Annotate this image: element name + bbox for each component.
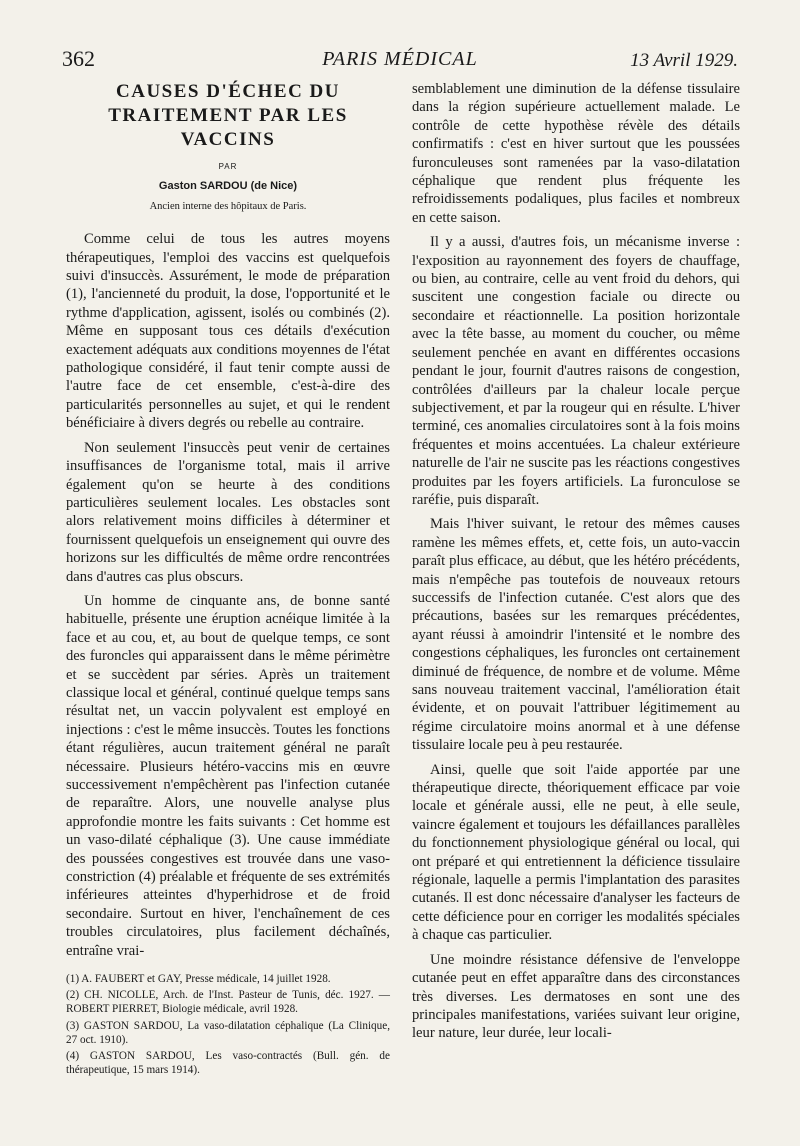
issue-date: 13 Avril 1929. [630, 50, 738, 71]
title-line-1: CAUSES D'ÉCHEC DU [116, 81, 340, 102]
page-header [62, 46, 738, 80]
footnote-4: (4) GASTON SARDOU, Les vaso-contractés (Bull. gén. de thérapeutique, 15 mars 1914). [66, 1050, 390, 1077]
footnote-2: (2) CH. NICOLLE, Arch. de l'Inst. Pasteur de Tunis, déc. 1927. — ROBERT PIERRET, Biologie médicale, avril 1928. [66, 989, 390, 1016]
author-affiliation: Ancien interne des hôpitaux de Paris. [149, 200, 307, 212]
footnote-1: (1) A. FAUBERT et GAY, Presse médicale, 14 juillet 1928. [66, 973, 331, 986]
body-paragraph: Une moindre résistance défensive de l'enveloppe cutanée peut en effet apparaître dans des circonstances très diverses. Les dermatoses en sont une des principales manifestations, variées suivant leur origine, leur nature, leur durée, leur locali- [412, 951, 740, 1042]
body-paragraph: Un homme de cinquante ans, de bonne santé habituelle, présente une éruption acnéique limitée à la face et au cou, et, au bout de quelque temps, ce sont des furoncles qui apparaissent dans le même périmètre et se succèdent par séries. Après un traitement classique local et général, continué quelque temps sans résultat net, un vaccin polyvalent est employé en injections : c'est le même insuccès. Toutes les fonctions étant régulières, aucun traitement général ne paraît nécessaire. Plusieurs hétéro-vaccins mis en œuvre successivement n'empêchèrent pas l'infection cutanée de reparaître. Alors, une nouvelle analyse plus approfondie montre les faits suivants : Cet homme est un vaso-dilaté céphalique (3). Une cause immédiate des poussées congestives est trouvée dans une vaso-constriction (4) préalable et fréquente de ses extrémités inférieures atteintes d'hyperhidrose et de froid secondaire. Surtout en hiver, l'enchaînement de ces troubles circulatoires, plus facilement déchaînés, entraîne vrai- [66, 592, 390, 959]
body-paragraph: semblablement une diminution de la défense tissulaire dans la région supérieure actuellement malade. Le contrôle de cette hypothèse révèle des détails confirmatifs : c'est en hiver surtout que les poussées furonculeuses sont ramenées par la vaso-dilatation céphalique que rendent plus fréquente les refroidissements podaliques, plus faciles et nombreux en cette saison. [412, 81, 740, 226]
body-paragraph: Comme celui de tous les autres moyens thérapeutiques, l'emploi des vaccins est quelquefois suivi d'insuccès. Assurément, le mode de préparation (1), l'ancienneté du produit, la dose, l'opportunité et le rythme d'application, agissent, isolés ou combinés (2). Même en supposant tous ces détails d'exécution exactement adéquats aux conditions moyennes de l'état pathologique considéré, il faut tenir compte aussi de l'autre face de cet ensemble, c'est-à-dire des particularités personnelles au sujet, et qui le rendent bénéficiaire à divers degrés ou rebelle au contraire. [66, 231, 390, 432]
footnotes [66, 972, 390, 1077]
footnote-3: (3) GASTON SARDOU, La vaso-dilatation céphalique (La Clinique, 27 oct. 1910). [66, 1019, 390, 1046]
byline-par: PAR [218, 162, 238, 171]
body-paragraph: Ainsi, quelle que soit l'aide apportée par une thérapeutique directe, théoriquement efficace par voie locale et générale aussi, elle ne peut, à elle seule, vaincre également et toujours les défaillances parallèles du fonctionnement physiologique général ou local, qui ont préparé et qui entretiennent la déficience tissulaire régionale, laquelle a permis l'implantation des parasites cutanés. Il est donc nécessaire d'analyser les facteurs de cette déficience pour en corriger les modalités spéciales à chaque cas particulier. [412, 761, 740, 944]
body-paragraph: Il y a aussi, d'autres fois, un mécanisme inverse : l'exposition au rayonnement des foyers de chauffage, ou bien, au contraire, celle au vent froid du dehors, qui suscitent une congestion faciale ou directe ou secondaire et réactionnelle. La position horizontale avec la tête basse, au moment du coucher, ou même seulement penchée en avant en différentes occasions pendant le jour, fournit d'autres raisons de congestion, contrôlées d'ailleurs par la chaleur locale perçue subjectivement, et par la rougeur qui en résulte. L'hiver terminé, ces anomalies circulatoires sont à la fois moins fréquentes et moins accentuées. La chaleur extérieure naturelle de l'air ne suscite pas les réactions congestives produites par les foyers artificiels. La furonculose se raréfie, puis disparaît. [412, 234, 740, 508]
page-number: 362 [62, 46, 95, 71]
article-title [66, 80, 390, 152]
body-paragraph: Mais l'hiver suivant, le retour des mêmes causes ramène les mêmes effets, et, cette fois, un auto-vaccin paraît plus efficace, au début, que les hétéro précédents, mais n'empêche pas toutefois de nouveaux retours successifs de l'infection cutanée. C'est alors que des précautions, basées sur les remarques précédentes, ayant réussi à amoindrir l'intensité et le nombre des congestions céphaliques, les furoncles ont certainement diminué de fréquence, de nombre et de volume. Même sans nouveau traitement vaccinal, l'amélioration était évidente, et on pouvait l'attribuer légitimement au régime circulatoire moins anormal et à une défense tissulaire locale peu à peu restaurée. [412, 516, 740, 754]
body-paragraph: Non seulement l'insuccès peut venir de certaines insuffisances de l'organisme total, mais il arrive également qu'on se heurte à des conditions particulières seulement locales. Les obstacles sont alors relativement moins difficiles à déterminer et fournissent quelquefois un enseignement qui ouvre des horizons sur les difficultés de même ordre rencontrées dans d'autres cas plus obscurs. [66, 439, 390, 585]
left-column [66, 80, 390, 1079]
author-name: Gaston SARDOU (de Nice) [158, 180, 298, 193]
right-column [412, 80, 740, 1049]
title-line-3: VACCINS [180, 129, 276, 150]
journal-title: PARIS MÉDICAL [322, 48, 478, 70]
title-line-2: TRAITEMENT PAR LES [108, 105, 348, 126]
